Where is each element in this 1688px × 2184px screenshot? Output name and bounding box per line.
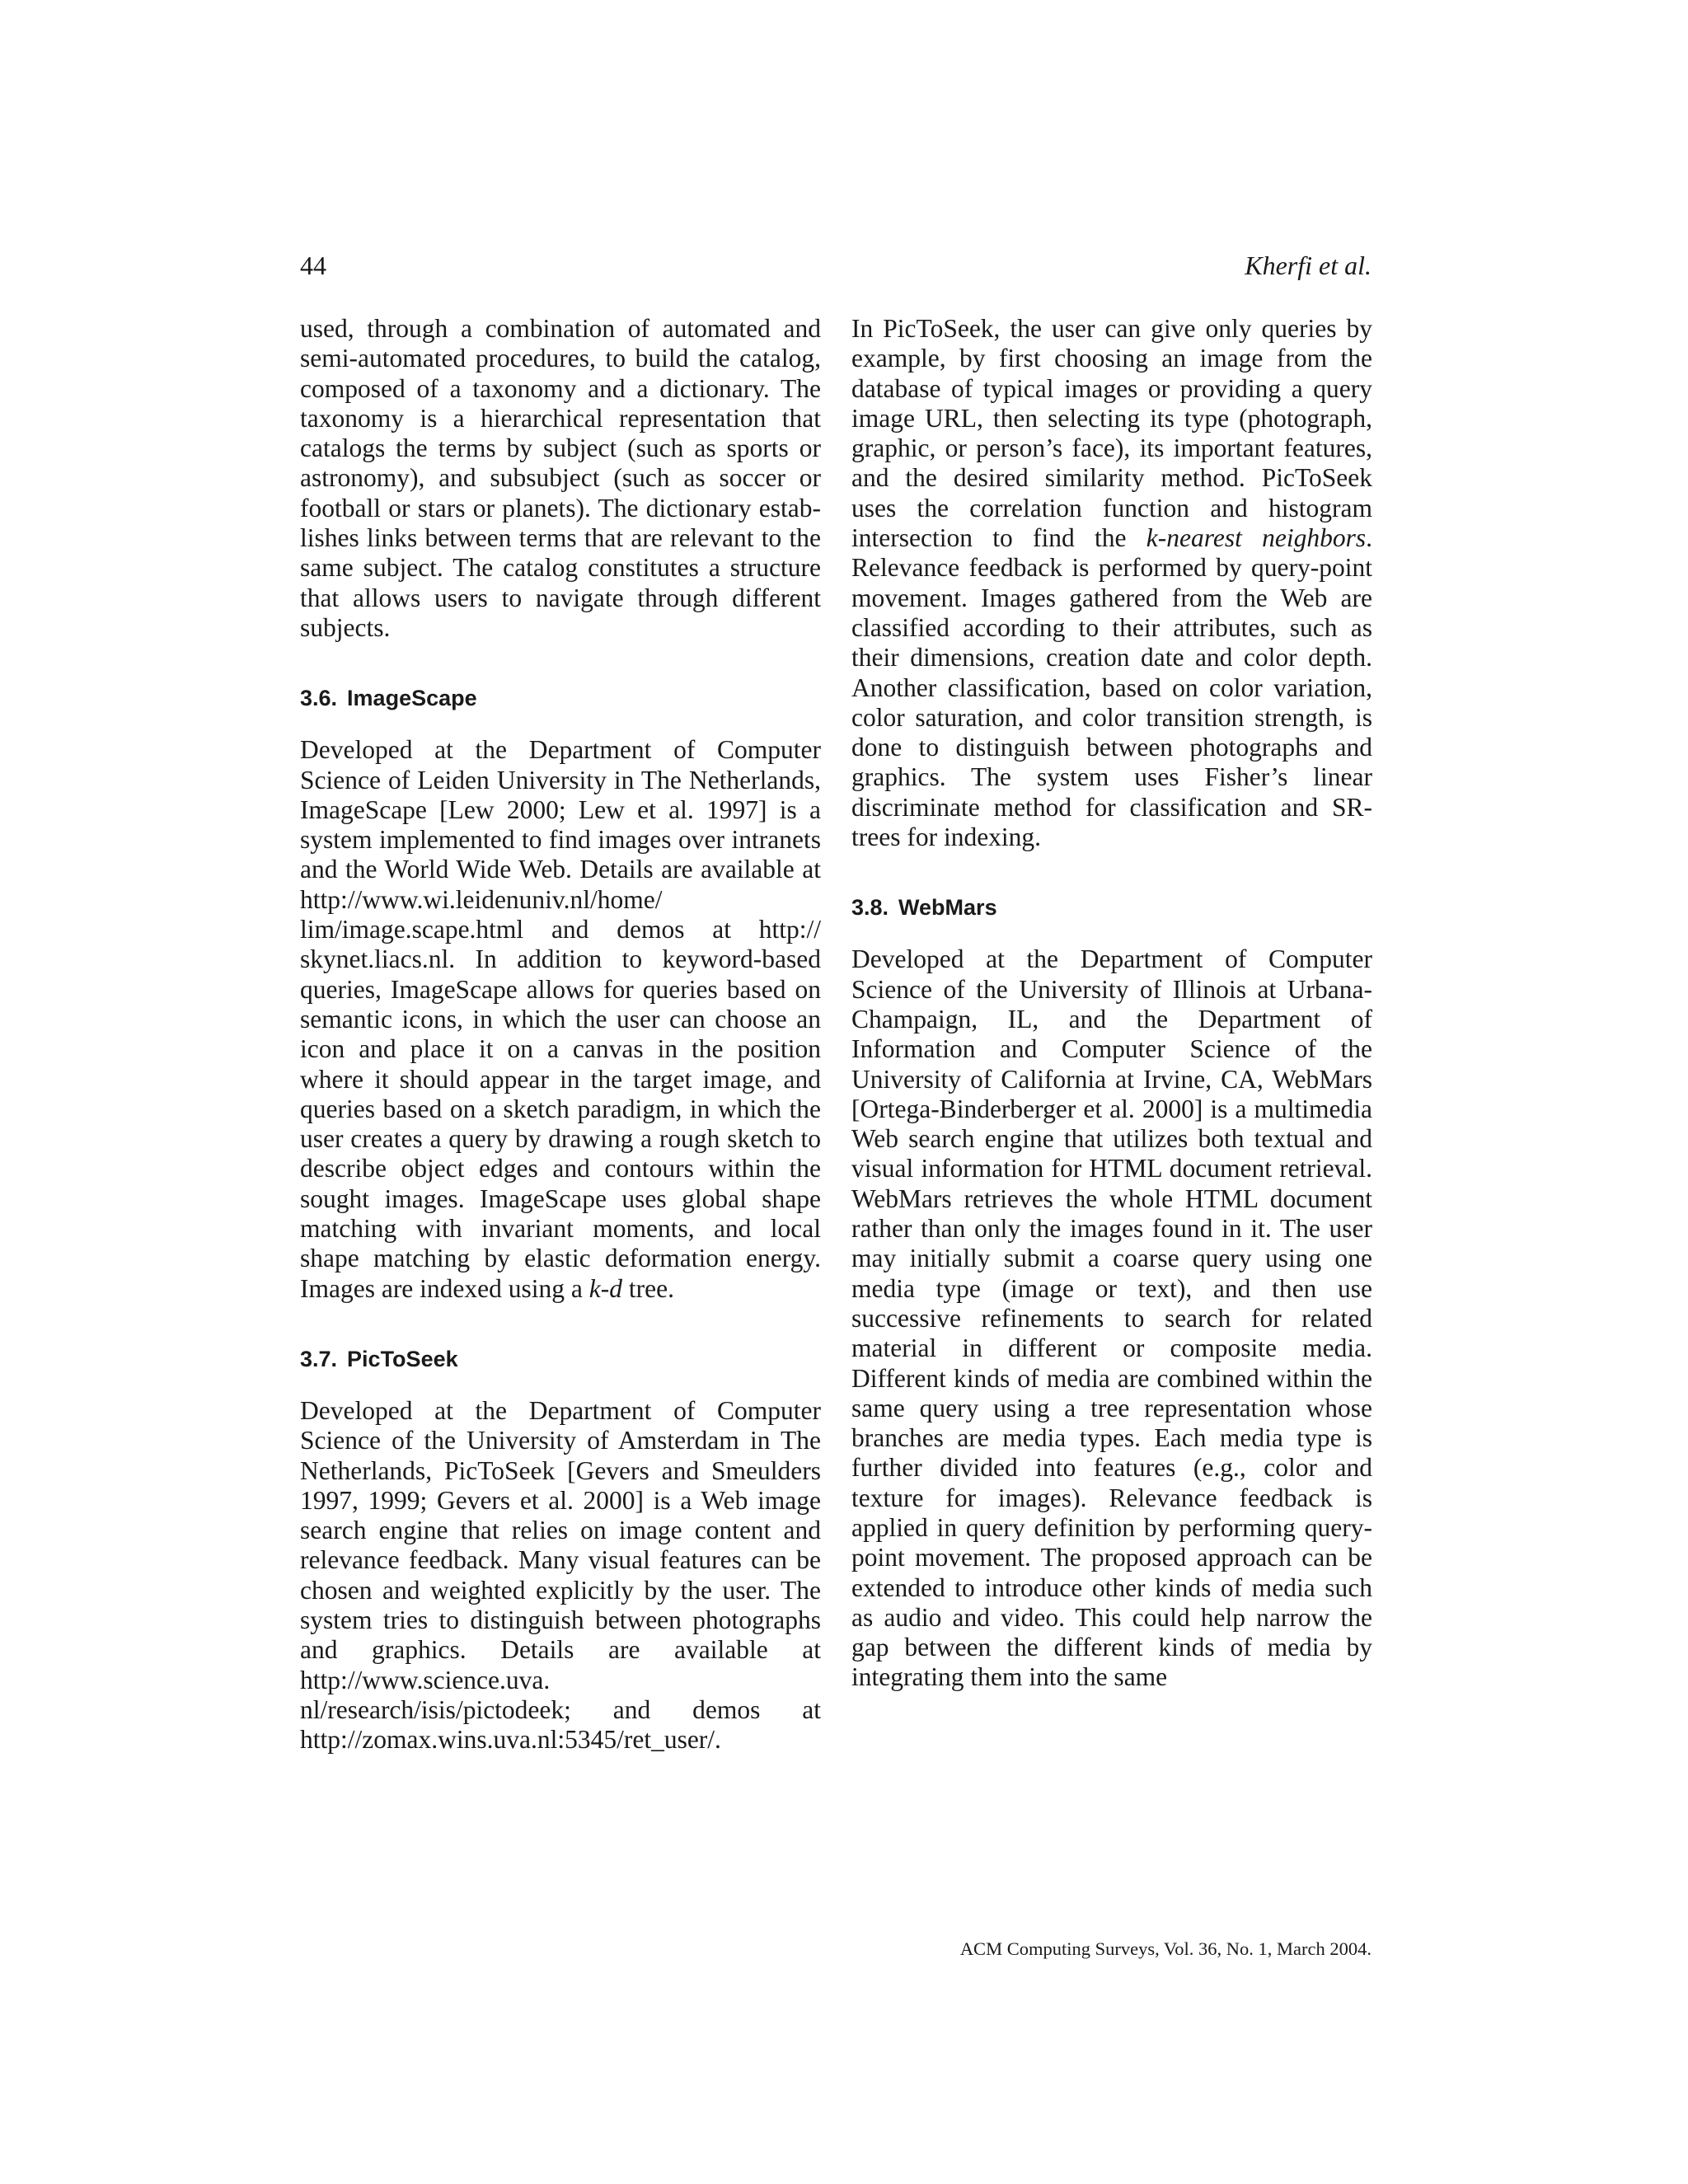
section-number: 3.6.	[300, 686, 338, 711]
pictoseek-continued-paragraph	[851, 314, 1372, 852]
right-column	[851, 314, 1372, 1693]
left-column	[300, 314, 821, 1755]
section-number: 3.8.	[851, 895, 889, 921]
kd-term: k-d	[588, 1273, 622, 1303]
running-head-authors: Kherfi et al.	[1245, 251, 1372, 280]
pictoseek-continued-text-end: . Relevance feedback is performed by query-point movement. Images gathered from the Web are classified according to their attributes, such as their dimensions, creation date and color depth. Another classification, based on color variation, color saturation, and color transition strength, is done to distinguish between photographs and graphics. The system uses Fisher’s linear discriminate method for classification and SR-trees for indexing.	[851, 523, 1372, 852]
section-heading-webmars	[851, 893, 1372, 922]
section-heading-pictoseek	[300, 1344, 821, 1374]
page-number: 44	[300, 251, 326, 280]
webmars-paragraph: Developed at the Department of Computer Science of the University of Illinois at Urbana-Champaign, IL, and the Department of Information and Computer Science of the University of California at Irvine, CA, WebMars [Ortega-Binderberger et al. 2000] is a multimedia Web search engine that utilizes both textual and visual information for HTML document retrieval. WebMars retrieves the whole HTML document rather than only the images found in it. The user may initially submit a coarse query using one media type (image or text), and then use successive refinements to search for related material in different or composite media. Different kinds of media are combined within the same query using a tree representation whose branches are media types. Each media type is further divided into features (e.g., color and texture for images). Relevance feedback is applied in query definition by performing query-point movement. The proposed approach can be extended to introduce other kinds of media such as audio and video. This could help narrow the gap between the different kinds of media by integrating them into the same	[851, 944, 1372, 1692]
knn-term: k-nearest neighbors	[1146, 523, 1367, 553]
journal-footer: ACM Computing Surveys, Vol. 36, No. 1, March 2004.	[959, 1938, 1372, 1959]
pictoseek-continued-text: In PicToSeek, the user can give only queries by example, by first choosing an image from the database of typical images or providing a query image URL, then selecting its type (photograph, graphic, or person’s face), its important features, and the desired similarity method. PicToSeek uses the correlation function and histogram intersection to find the	[851, 314, 1372, 553]
pictoseek-paragraph: Developed at the Department of Computer Science of the University of Amsterdam in The Netherlands, PicToSeek [Gevers and Smeulders 1997, 1999; Gevers et al. 2000] is a Web image search engine that relies on image content and relevance feedback. Many visual features can be chosen and weighted explicitly by the user. The system tries to distinguish between photographs and graphics. Details are available at http://www.science.uva. nl/research/isis/pictodeek; and demos at http://zomax.wins.uva.nl:5345/ret_user/.	[300, 1395, 821, 1755]
section-heading-imagescape	[300, 683, 821, 713]
section-title: PicToSeek	[347, 1346, 458, 1371]
section-title: WebMars	[898, 895, 997, 921]
section-number: 3.7.	[300, 1346, 338, 1371]
imagescape-paragraph	[300, 735, 821, 1304]
imagescape-text: Developed at the Department of Computer Science of Leiden University in The Netherlands, ImageScape [Lew 2000; Lew et al. 1997] is a system implemented to find images over intranets and the World Wide Web. Details are available at http://www.wi.leidenuniv.nl/home/ lim/image.scape.html and demos at http:// skynet.liacs.nl. In addition to keyword-based queries, ImageScape allows for queries based on semantic icons, in which the user can choose an icon and place it on a canvas in the position where it should appear in the target image, and queries based on a sketch paradigm, in which the user creates a query by drawing a rough sketch to describe object edges and contours within the sought images. ImageScape uses global shape matching with invariant moments, and local shape matching by elastic deformation energy. Images are indexed using a	[300, 735, 821, 1303]
imagescape-text-end: tree.	[628, 1273, 674, 1303]
section-title: ImageScape	[347, 686, 477, 711]
running-head	[300, 247, 1372, 284]
intro-paragraph: used, through a combination of automated and semi-automated procedures, to build the catalog, composed of a taxonomy and a dictionary. The taxonomy is a hierarchical representation that catalogs the terms by subject (such as sports or astronomy), and subsubject (such as soccer or football or stars or planets). The dictionary establishes links between terms that are relevant to the same subject. The catalog constitutes a structure that allows users to navigate through different subjects.	[300, 314, 821, 642]
